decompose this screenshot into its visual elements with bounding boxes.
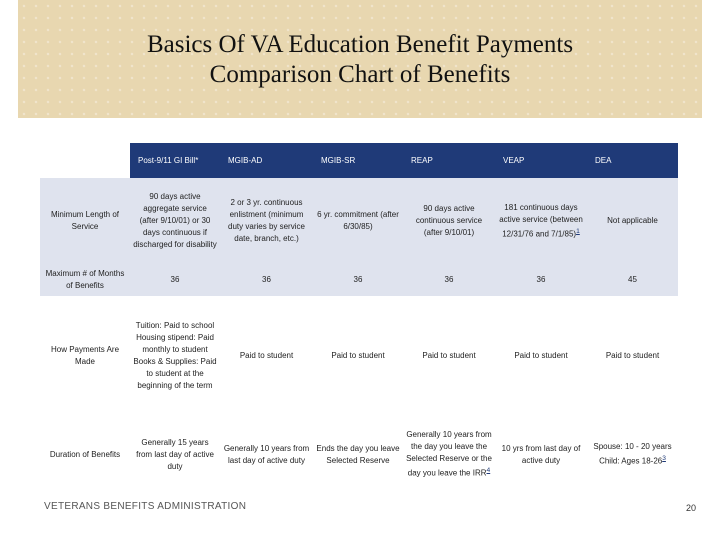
row-label: How Payments Are Made: [40, 296, 130, 415]
table-cell: 36: [220, 264, 313, 296]
footer-text: VETERANS BENEFITS ADMINISTRATION: [44, 501, 247, 512]
table-cell: 36: [495, 264, 587, 296]
footnote-link[interactable]: 3: [662, 455, 666, 463]
table-cell: Paid to student: [313, 296, 403, 415]
row-label: Duration of Benefits: [40, 415, 130, 494]
table-cell: 6 yr. commitment (after 6/30/85): [313, 178, 403, 264]
table-cell: Tuition: Paid to school Housing stipend: Paid monthly to student Books & Supplies: Paid to student at the beginning of the term: [130, 296, 220, 415]
table-cell: 36: [130, 264, 220, 296]
header-corner: [40, 143, 130, 178]
row-label: Minimum Length of Service: [40, 178, 130, 264]
table-row: [40, 178, 678, 264]
title-line-2: Comparison Chart of Benefits: [209, 61, 511, 88]
table-cell: Paid to student: [403, 296, 495, 415]
table-cell: 10 yrs from last day of active duty: [495, 415, 587, 494]
table-cell: [403, 415, 495, 494]
column-header: REAP: [403, 143, 495, 178]
column-header: VEAP: [495, 143, 587, 178]
column-header: DEA: [587, 143, 678, 178]
table-header-row: [40, 143, 678, 178]
table-cell: [495, 178, 587, 264]
table-cell: 2 or 3 yr. continuous enlistment (minimum duty varies by service date, branch, etc.): [220, 178, 313, 264]
cell-text: Spouse: 10 - 20 years Child: Ages 18-26: [593, 442, 672, 466]
table-cell: Paid to student: [220, 296, 313, 415]
column-header: Post-9/11 GI Bill*: [130, 143, 220, 178]
table-row: [40, 264, 678, 296]
table-cell: [587, 415, 678, 494]
row-label: Maximum # of Months of Benefits: [40, 264, 130, 296]
table-cell: Generally 10 years from last day of active duty: [220, 415, 313, 494]
table-cell: Paid to student: [587, 296, 678, 415]
title-line-1: Basics Of VA Education Benefit Payments: [146, 31, 574, 58]
table-cell: Not applicable: [587, 178, 678, 264]
footnote-link[interactable]: 4: [486, 467, 491, 475]
table-cell: 45: [587, 264, 678, 296]
table-cell: Generally 15 years from last day of active duty: [130, 415, 220, 494]
table-row: [40, 415, 678, 494]
column-header: MGIB-SR: [313, 143, 403, 178]
slide-title: [18, 30, 702, 90]
table-cell: 36: [313, 264, 403, 296]
cell-text: 181 continuous days active service (between 12/31/76 and 7/1/85): [499, 202, 583, 239]
table-row: [40, 296, 678, 415]
footnote-link[interactable]: 1: [576, 227, 580, 235]
table-cell: 90 days active continuous service (after 9/10/01): [403, 178, 495, 264]
column-header: MGIB-AD: [220, 143, 313, 178]
table-cell: 90 days active aggregate service (after 9/10/01) or 30 days continuous if discharged for disability: [130, 178, 220, 264]
table-cell: 36: [403, 264, 495, 296]
page-number: 20: [685, 503, 696, 513]
cell-text: Generally 10 years from the day you leave the Selected Reserve or the day you leave the IRR: [406, 430, 492, 478]
table-cell: Ends the day you leave Selected Reserve: [313, 415, 403, 494]
comparison-table: [40, 143, 678, 494]
table-cell: Paid to student: [495, 296, 587, 415]
